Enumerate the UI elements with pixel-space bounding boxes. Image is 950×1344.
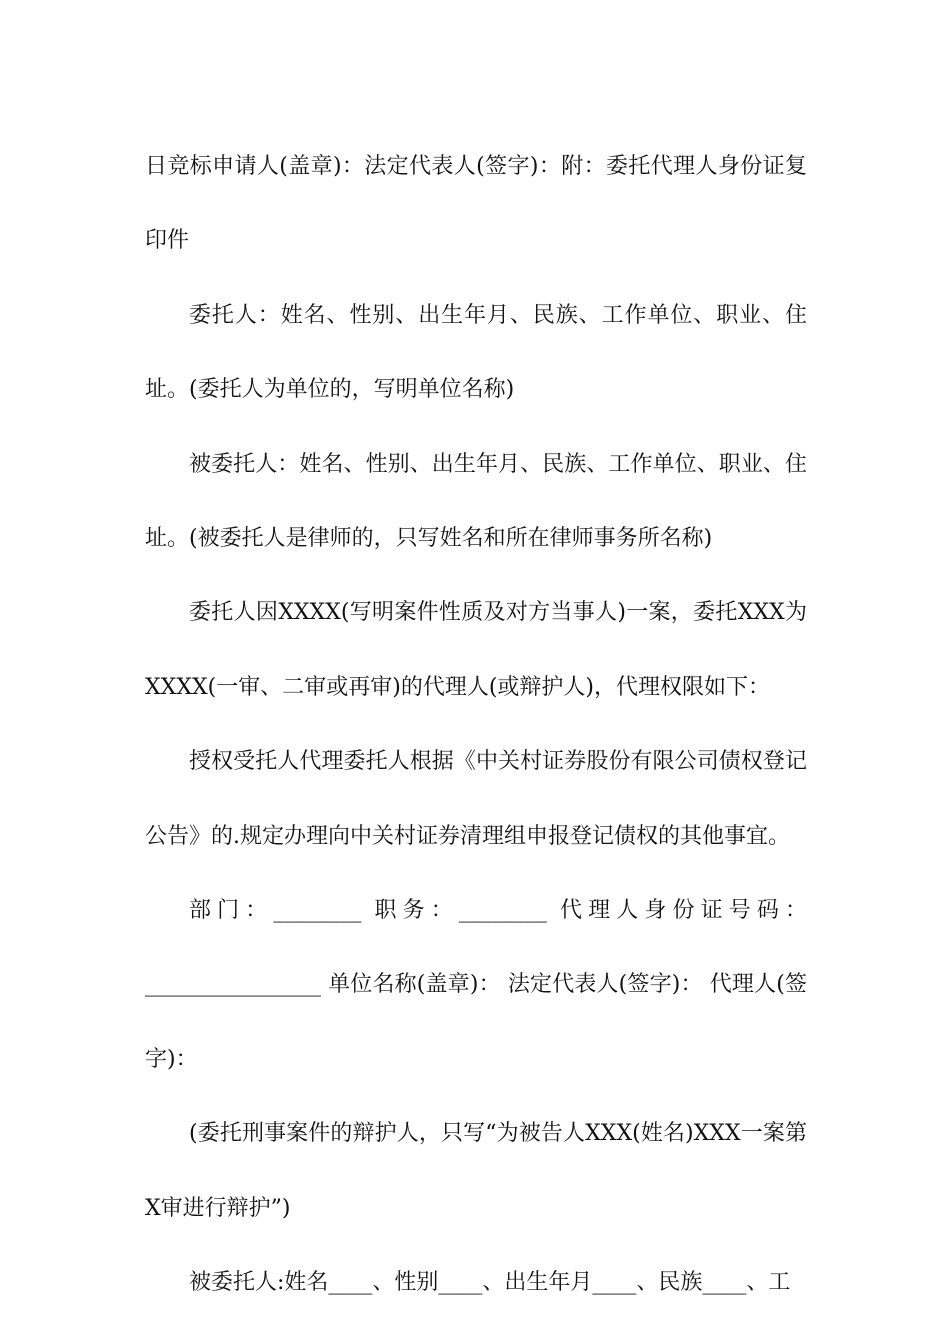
paragraph-authority: 授权受托人代理委托人根据《中关村证券股份有限公司债权登记公告》的.规定办理向中关村证券清理组申报登记债权的其他事宜。 <box>145 749 807 849</box>
paragraph-agent: 被委托人：姓名、性别、出生年月、民族、工作单位、职业、住址。(被委托人是律师的，只写姓名和所在律师事务所名称) <box>145 451 807 552</box>
paragraph-case: 委托人因XXXX(写明案件性质及对方当事人)一案，委托XXX为XXXX(一审、二审或再审)的代理人(或辩护人)，代理权限如下： <box>145 600 807 700</box>
paragraph-signature-line: 日竞标申请人(盖章)：法定代表人(签字)：附：委托代理人身份证复印件 <box>145 154 807 254</box>
paragraph-criminal-note: (委托刑事案件的辩护人，只写“为被告人XXX(姓名)XXX一案第X审进行辩护”) <box>145 1121 807 1221</box>
paragraph-principal: 委托人：姓名、性别、出生年月、民族、工作单位、职业、住址。(委托人为单位的，写明单位名称) <box>145 302 807 403</box>
document-body <box>145 130 807 1321</box>
paragraph-fields: 部门：________ 职务：________ 代理人身份证号码：________________ 单位名称(盖章)： 法定代表人(签字)： 代理人(签字)： <box>145 898 807 1072</box>
paragraph-agent-fields: 被委托人:姓名____、性别____、出生年月____、民族____、工 <box>189 1270 791 1296</box>
